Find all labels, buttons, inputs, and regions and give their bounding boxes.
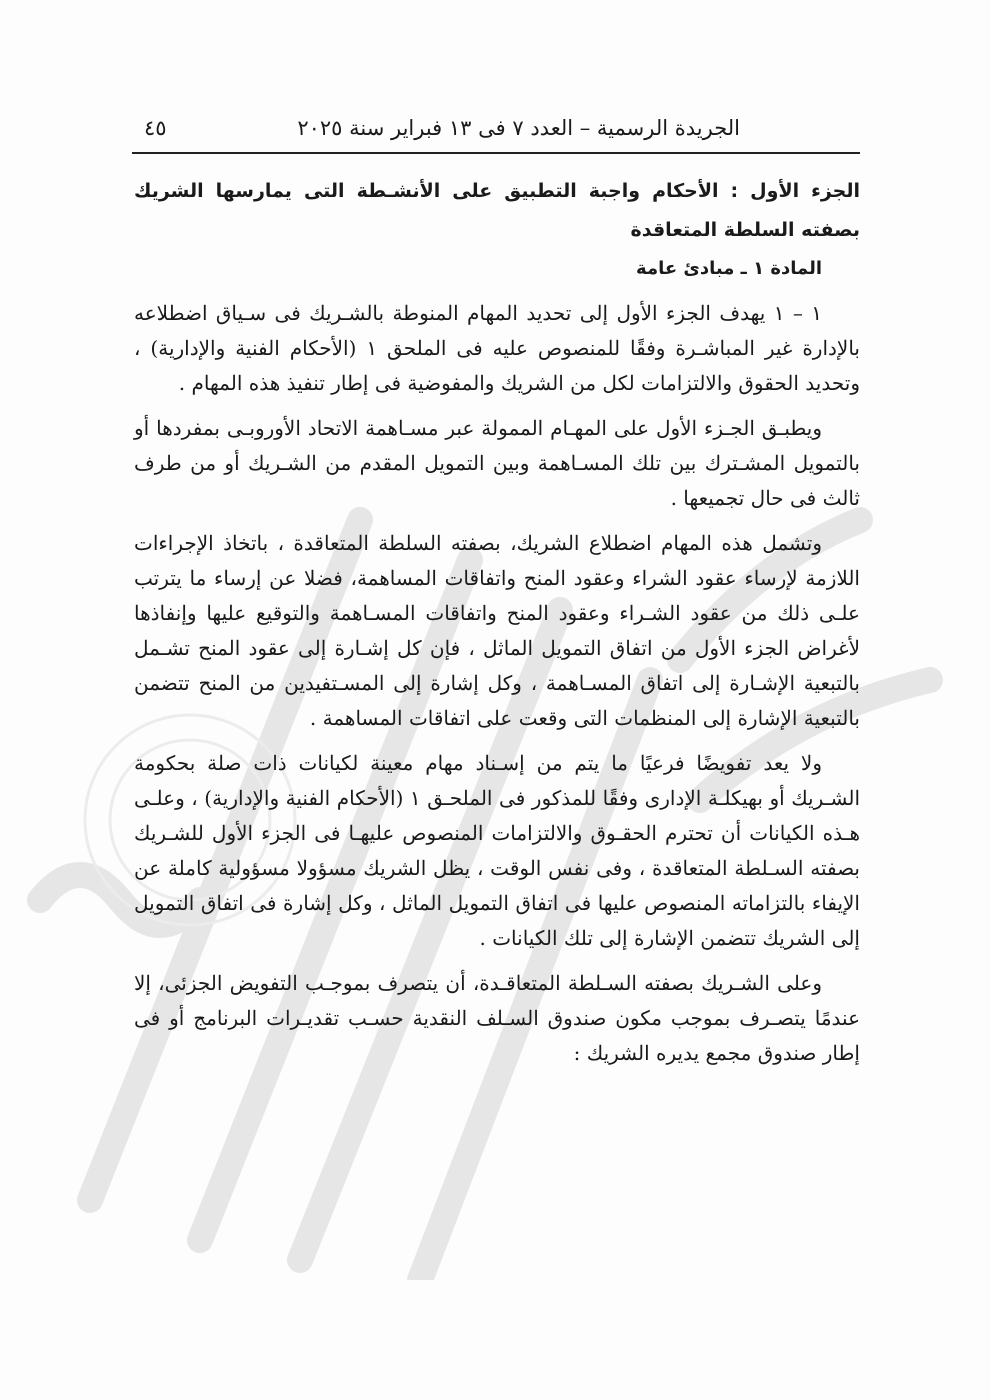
paragraph-1: ١ – ١ يهدف الجزء الأول إلى تحديد المهام المنوطة بالشـريك فى سـياق اضطلاعه بالإدارة غير المباشـرة وفقًا للمنصوص عليه فى الملحق ١ (الأحكام الفنية والإدارية) ، وتحديد الحقوق والالتزامات لكل من الشريك والمفوضية فى إطار تنفيذ هذه المهام . bbox=[134, 301, 860, 395]
page-header bbox=[132, 112, 860, 154]
article-title: المادة ١ ـ مبادئ عامة bbox=[636, 258, 822, 279]
paragraph-4: ولا يعد تفويضًا فرعيًا ما يتم من إسـناد مهام معينة لكيانات ذات صلة بحكومة الشـريك أو بهيكلـة الإدارى وفقًا للمذكور فى الملحـق ١ (الأحكام الفنية والإدارية) ، وعلـى هـذه الكيانات أن تحترم الحقـوق والالتزامات المنصوص عليهـا فى الجزء الأول للشـريك بصفته السـلطة المتعاقدة ، وفى نفس الوقت ، يظل الشريك مسؤولا مسؤولية كاملة عن الإيفاء بالتزاماته المنصوص عليها فى اتفاق التمويل الماثل ، وكل إشارة فى اتفاق التمويل إلى الشريك تتضمن الإشارة إلى تلك الكيانات . bbox=[134, 751, 861, 950]
paragraph-2: ويطبـق الجـزء الأول على المهـام الممولة عبر مسـاهمة الاتحاد الأوروبـى بمفردها أو بالتمويل المشـترك بين تلك المسـاهمة وبين التمويل المقدم من الشـريك أو من طرف ثالث فى حال تجميعها . bbox=[134, 416, 860, 510]
part-title: الجزء الأول : الأحكام واجبة التطبيق على الأنشـطة التى يمارسها الشريك بصفته السلطة المتعاقدة bbox=[134, 180, 860, 241]
page-number: ٤٥ bbox=[144, 116, 167, 140]
paragraph-5: وعلى الشـريك بصفته السـلطة المتعاقـدة، أن يتصرف بموجـب التفويض الجزئى، إلا عندمًا يتصـرف بموجب مكون صندوق السـلف النقدية حسـب تقديـرات البرنامج أو فى إطار صندوق مجمع يديره الشريك : bbox=[134, 971, 860, 1065]
gazette-header-title: الجريدة الرسمية – العدد ٧ فى ١٣ فبراير سنة ٢٠٢٥ bbox=[297, 116, 740, 140]
paragraph-3: وتشمل هذه المهام اضطلاع الشريك، بصفته السلطة المتعاقدة ، باتخاذ الإجراءات اللازمة لإرساء عقود الشراء وعقود المنح واتفاقات المساهمة، فضلا عن إرساء ما يترتب علـى ذلك من عقود الشـراء وعقود المنح واتفاقات المسـاهمة والتوقيع عليها وإنفاذها لأغراض الجزء الأول من اتفاق التمويل الماثل ، فإن كل إشـارة إلى عقود المنح تشـمل بالتبعية الإشـارة إلى اتفاق المسـاهمة ، وكل إشارة إلى المسـتفيدين من المنح تتضمن بالتبعية الإشارة إلى المنظمات التى وقعت على اتفاقات المساهمة . bbox=[134, 531, 860, 730]
document-body bbox=[134, 172, 860, 1081]
